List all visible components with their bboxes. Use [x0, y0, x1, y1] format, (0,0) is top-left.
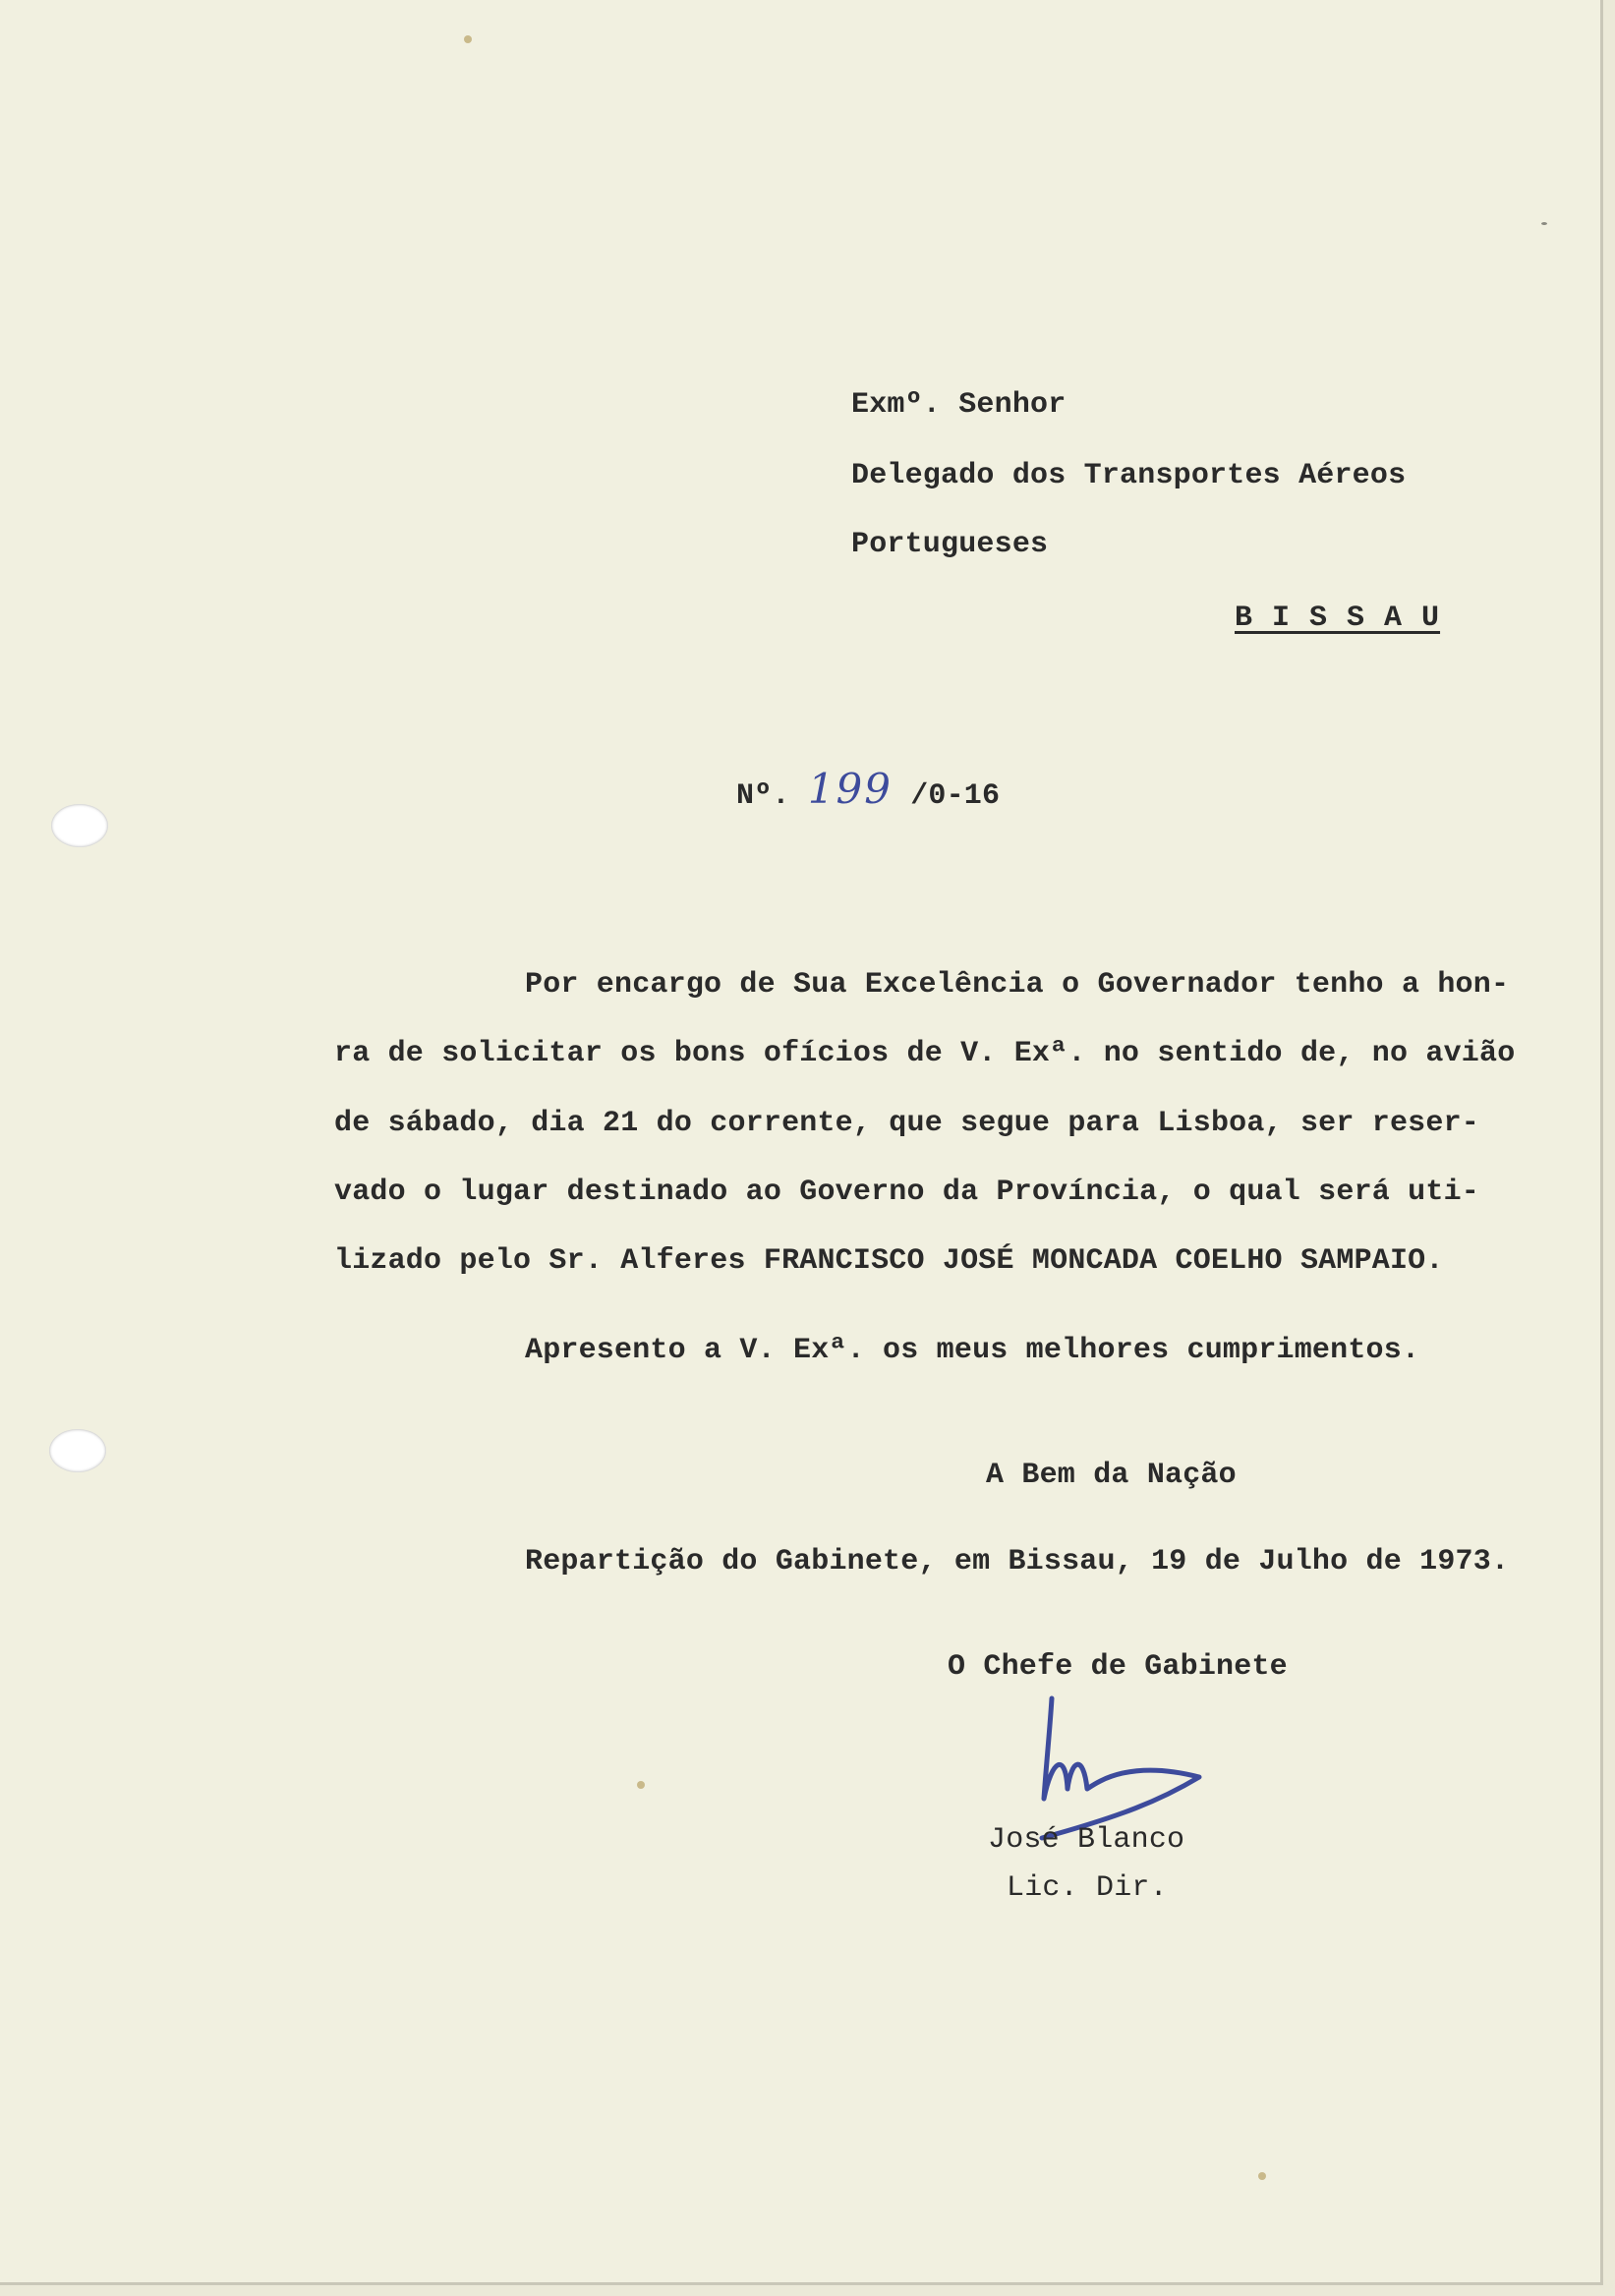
body-paragraph-2: Apresento a V. Exª. os meus melhores cumprimentos. — [525, 1334, 1420, 1367]
recipient-line-1: Delegado dos Transportes Aéreos — [851, 459, 1407, 492]
reference-handwritten-number: 199 — [807, 765, 893, 813]
closing-motto: A Bem da Nação — [986, 1459, 1237, 1492]
signatory-name: José Blanco — [988, 1823, 1185, 1857]
signatory-degree: Lic. Dir. — [1007, 1871, 1168, 1905]
body-line-3: de sábado, dia 21 do corrente, que segue para Lisboa, ser reser- — [334, 1107, 1479, 1140]
paper-speck — [1541, 222, 1547, 225]
reference-prefix: Nº. — [736, 779, 790, 813]
body-line-4: vado o lugar destinado ao Governo da Província, o qual será uti- — [334, 1176, 1479, 1209]
closing-title: O Chefe de Gabinete — [948, 1650, 1288, 1684]
paper-speck — [464, 35, 472, 43]
reference-suffix: /0-16 — [910, 779, 1001, 813]
reference-number — [736, 765, 1000, 813]
paper-speck — [1258, 2172, 1266, 2180]
paper-speck — [637, 1781, 645, 1789]
body-line-2: ra de solicitar os bons ofícios de V. Exª. no sentido de, no avião — [334, 1037, 1516, 1070]
salutation: Exmº. Senhor — [851, 388, 1067, 422]
closing-place-date: Repartição do Gabinete, em Bissau, 19 de Julho de 1973. — [525, 1545, 1510, 1578]
punch-hole-bottom — [49, 1429, 106, 1472]
recipient-line-2: Portugueses — [851, 528, 1049, 561]
punch-hole-top — [51, 804, 108, 847]
body-line-1: Por encargo de Sua Excelência o Governador tenho a hon- — [525, 968, 1510, 1002]
body-line-5: lizado pelo Sr. Alferes FRANCISCO JOSÉ MONCADA COELHO SAMPAIO. — [334, 1244, 1444, 1278]
recipient-city: B I S S A U — [1235, 602, 1441, 635]
